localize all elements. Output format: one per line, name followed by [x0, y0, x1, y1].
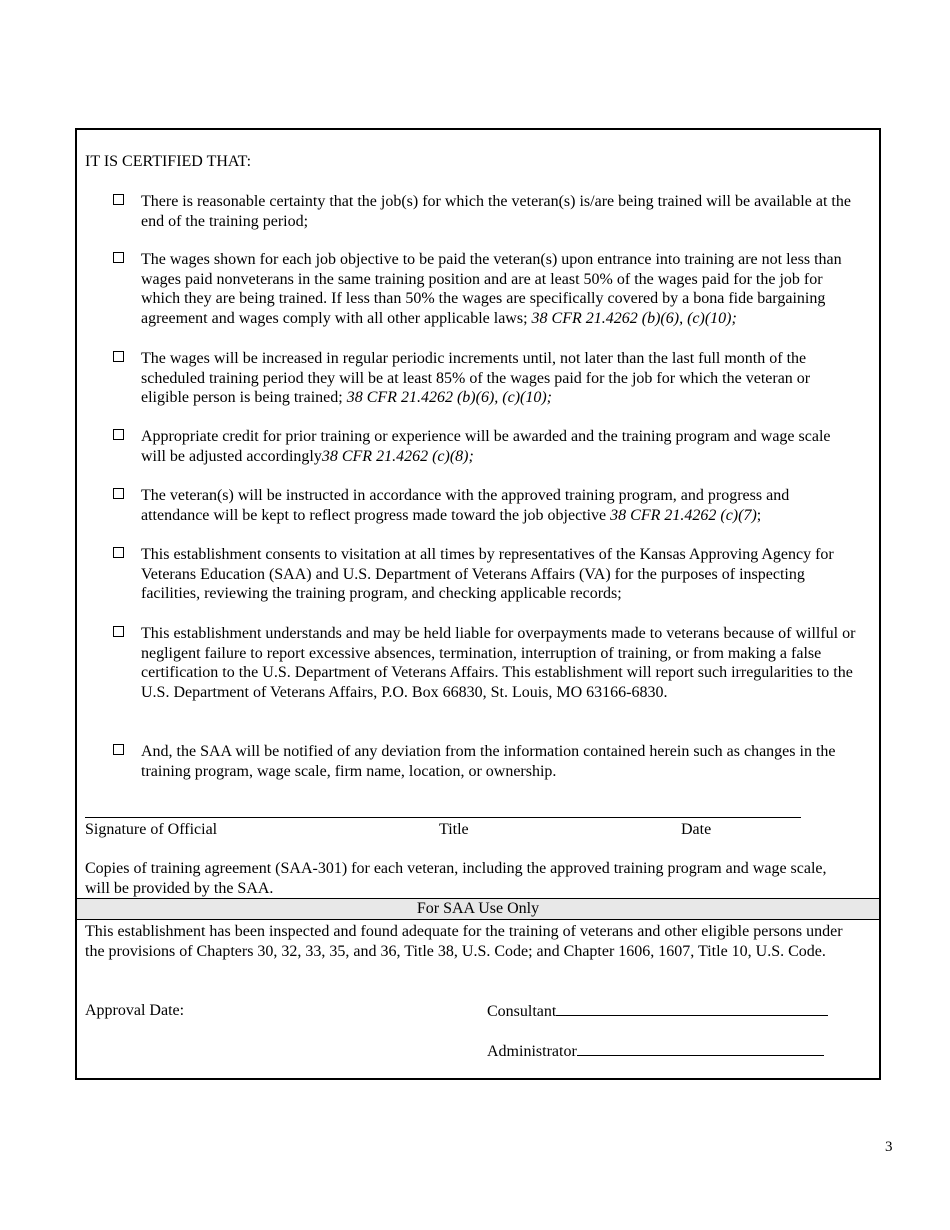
- copies-note: Copies of training agreement (SAA-301) for each veteran, including the approved training program and wage scale, will be provided by the SAA.: [85, 860, 827, 897]
- checkbox[interactable]: [113, 252, 124, 263]
- signature-line[interactable]: [85, 817, 801, 818]
- certification-item: [113, 349, 859, 408]
- consultant-label: Consultant: [487, 1003, 557, 1020]
- item-text: This establishment understands and may be held liable for overpayments made to veterans because of willful or negligent failure to report excessive absences, termination, interruption of training, or from making a false certification to the U.S. Department of Veterans Affairs. This establishment will report such irregularities to the U.S. Department of Veterans Affairs, P.O. Box 66830, St. Louis, MO 63166-6830.: [141, 625, 856, 701]
- administrator-signature-line[interactable]: [577, 1041, 824, 1056]
- checkbox[interactable]: [113, 488, 124, 499]
- title-label: Title: [439, 821, 469, 838]
- signature-official-label: Signature of Official: [85, 821, 218, 838]
- item-citation: 38 CFR 21.4262 (c)(8);: [321, 447, 474, 465]
- checkbox[interactable]: [113, 626, 124, 637]
- checkbox[interactable]: [113, 351, 124, 362]
- certification-item: [113, 545, 859, 604]
- consultant-field: [487, 1001, 828, 1022]
- item-citation: 38 CFR 21.4262 (b)(6), (c)(10);: [531, 309, 737, 327]
- item-citation: 38 CFR 21.4262 (b)(6), (c)(10);: [346, 389, 553, 406]
- item-text: The wages shown for each job objective to be paid the veteran(s) upon entrance into training are not less than wages paid nonveterans in the same training position and are at least 50% of the wages paid for the job for which they are being trained. If less than 50% the wages are specifically covered by a bona fide bargaining agreement and wages comply with all other applicable laws;: [141, 251, 842, 327]
- item-tail: ;: [756, 506, 762, 524]
- checkbox[interactable]: [113, 547, 124, 558]
- checkbox[interactable]: [113, 744, 124, 755]
- certification-item: [113, 192, 859, 231]
- certification-heading: IT IS CERTIFIED THAT:: [85, 153, 252, 170]
- inspection-statement: This establishment has been inspected and found adequate for the training of veterans and other eligible persons under the provisions of Chapters 30, 32, 33, 35, and 36, Title 38, U.S. Code; and Chapter 1606, 1607, Title 10, U.S. Code.: [85, 923, 843, 960]
- certification-form: [75, 128, 881, 1080]
- item-text: There is reasonable certainty that the job(s) for which the veteran(s) is/are being trained will be available at the end of the training period;: [141, 193, 851, 230]
- item-citation: 38 CFR 21.4262 (c)(7): [610, 506, 757, 524]
- administrator-label: Administrator: [487, 1043, 577, 1060]
- date-label: Date: [681, 821, 712, 838]
- item-text: The veteran(s) will be instructed in accordance with the approved training program, and progress and attendance will be kept to reflect progress made toward the job objective: [141, 487, 790, 524]
- item-text: Appropriate credit for prior training or experience will be awarded and the training program and wage scale will be adjusted accordingly: [141, 428, 831, 465]
- checkbox[interactable]: [113, 194, 124, 205]
- administrator-field: [487, 1041, 824, 1062]
- certification-item: [113, 250, 859, 328]
- certification-item: [113, 427, 859, 466]
- item-text: The wages will be increased in regular periodic increments until, not later than the last full month of the scheduled training period they will be at least 85% of the wages paid for the job for which the veteran or eligible person is being trained;: [141, 350, 811, 406]
- consultant-signature-line[interactable]: [556, 1001, 828, 1016]
- page-number: 3: [885, 1139, 893, 1155]
- certification-item: [113, 486, 859, 525]
- certification-item: [113, 624, 859, 702]
- checkbox[interactable]: [113, 429, 124, 440]
- saa-use-only-header: For SAA Use Only: [77, 898, 879, 920]
- approval-date-label: Approval Date:: [85, 1002, 185, 1019]
- certification-item: [113, 742, 859, 781]
- item-text: This establishment consents to visitation at all times by representatives of the Kansas Approving Agency for Veterans Education (SAA) and U.S. Department of Veterans Affairs (VA) for the purposes of inspecting facilities, reviewing the training program, and checking applicable records;: [141, 546, 834, 602]
- item-text: And, the SAA will be notified of any deviation from the information contained herein such as changes in the training program, wage scale, firm name, location, or ownership.: [141, 743, 836, 780]
